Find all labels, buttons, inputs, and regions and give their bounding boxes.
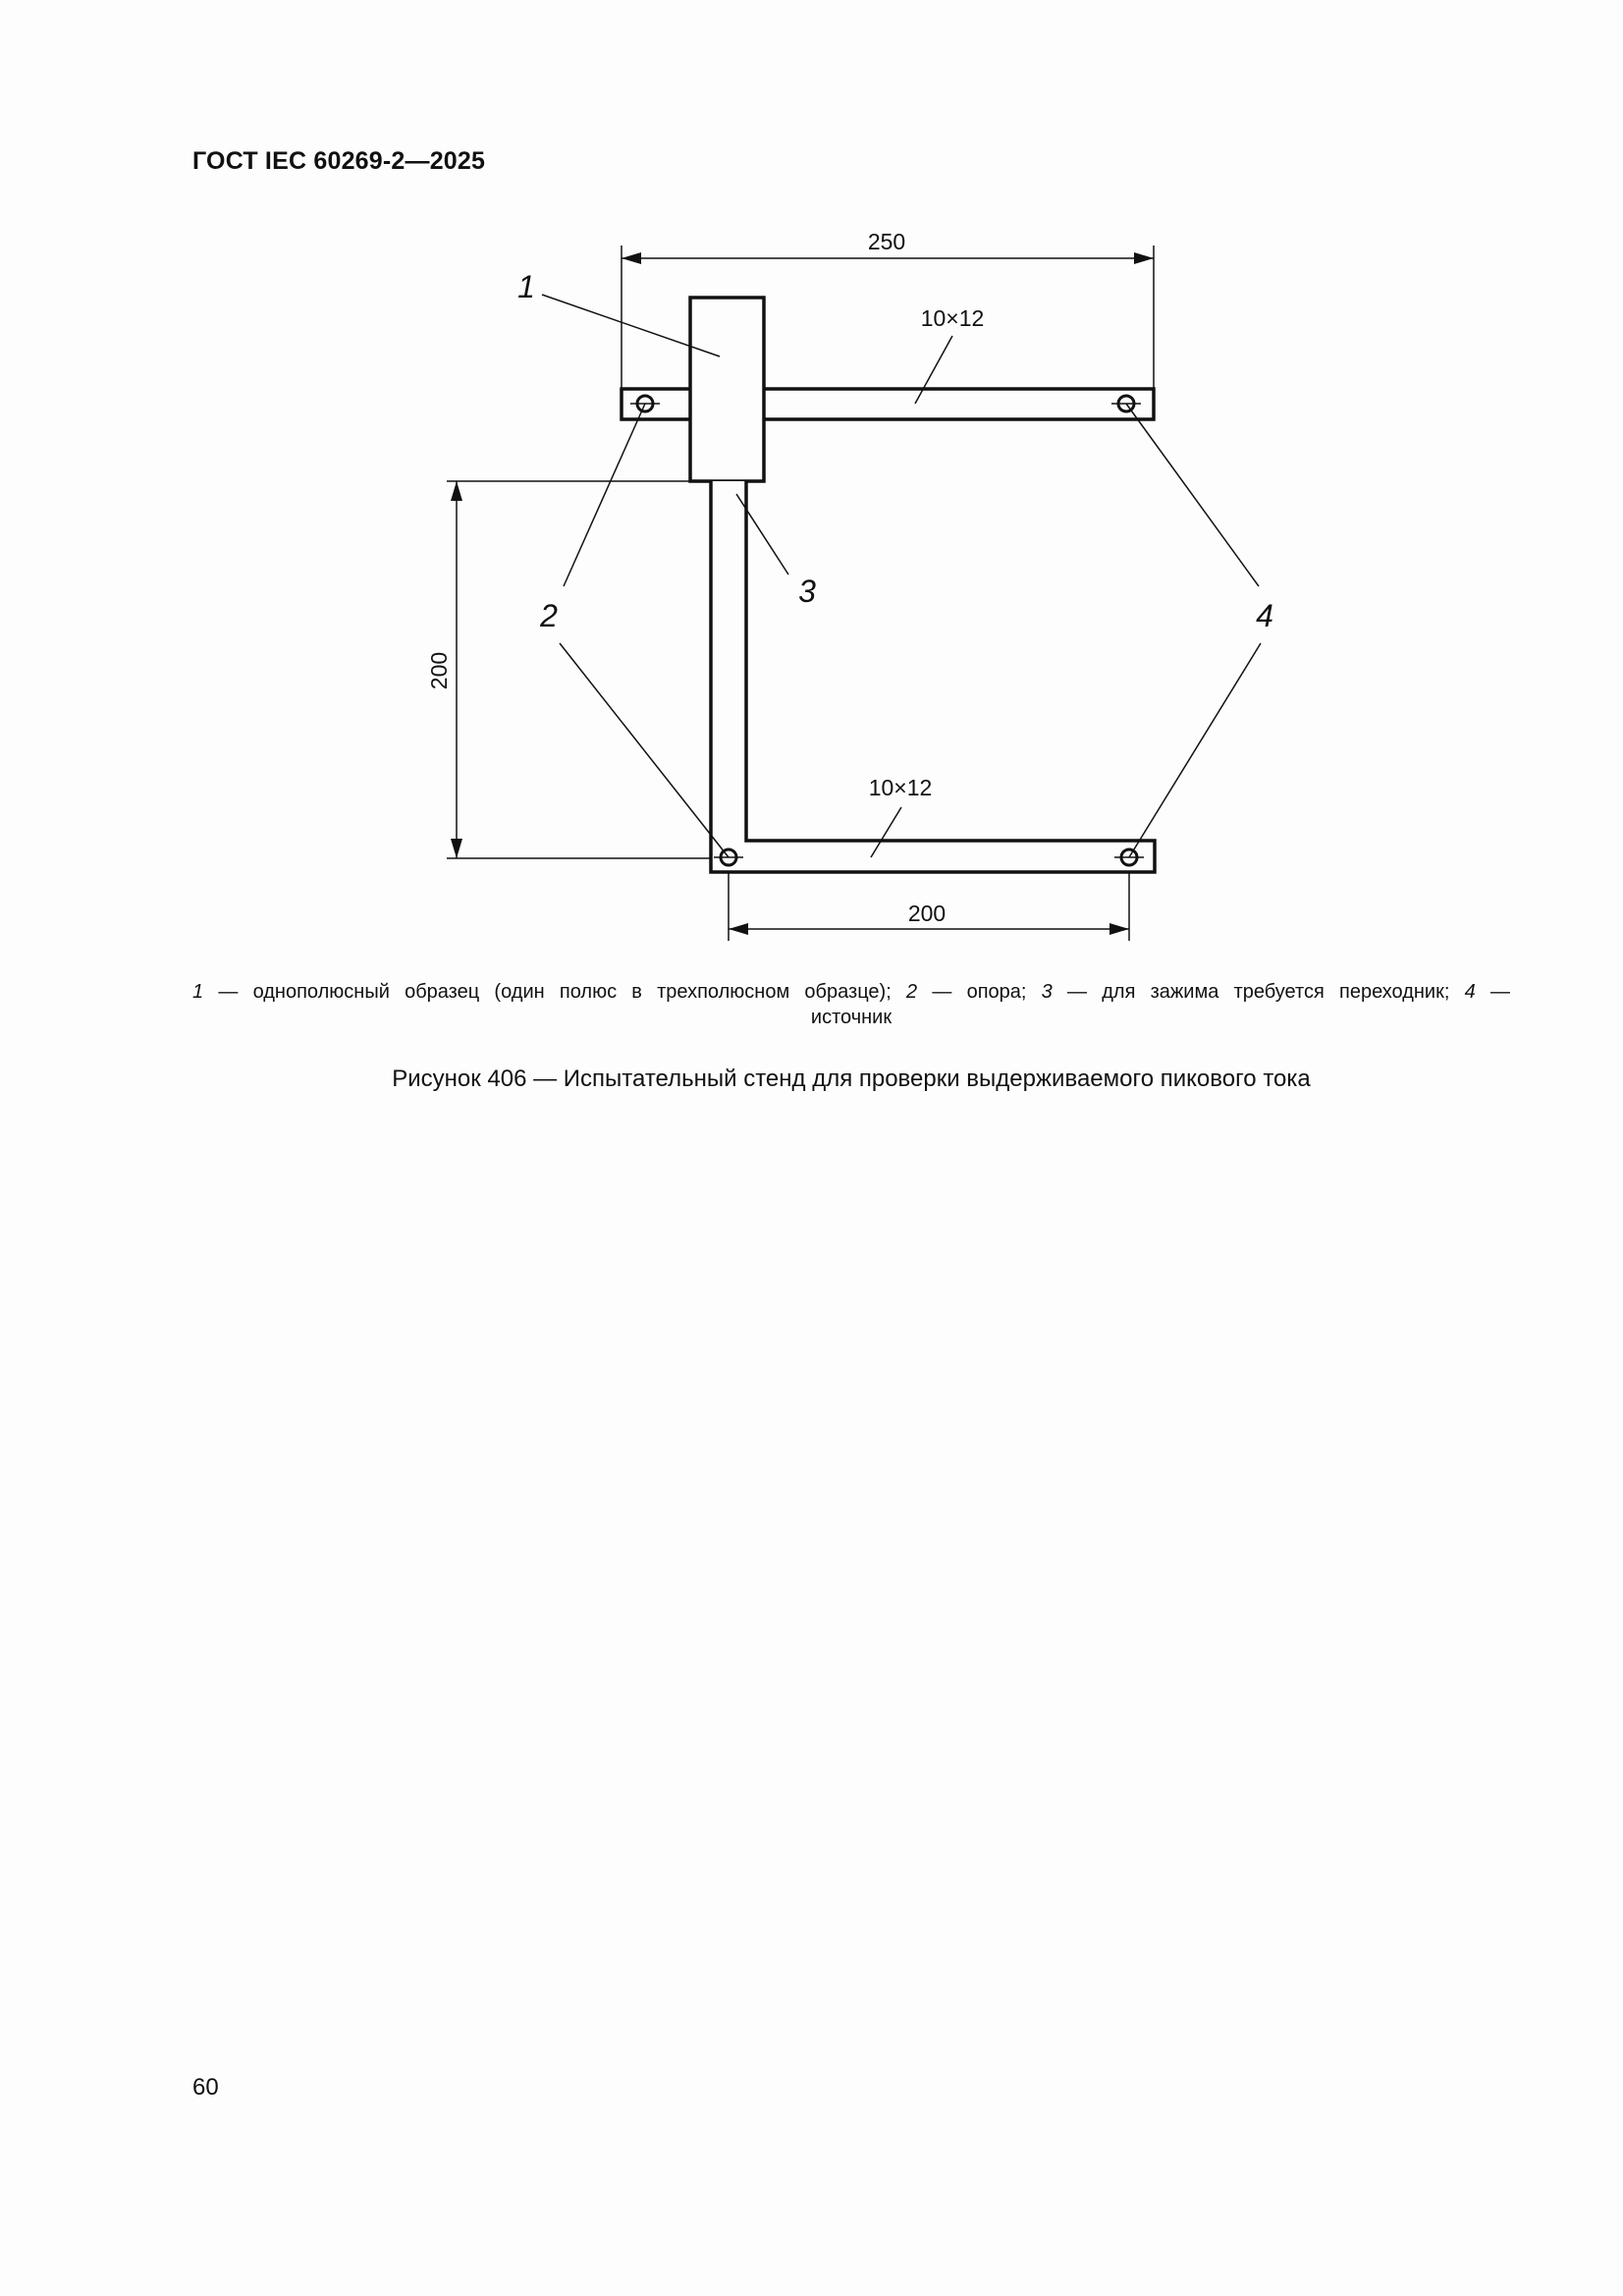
- dimension-label-height-200: 200: [426, 651, 452, 690]
- specimen-block: [690, 298, 764, 481]
- dimension-label-bottom-200: 200: [907, 901, 947, 926]
- leader-4b: [1129, 643, 1261, 857]
- dimension-height-200: [447, 481, 711, 858]
- legend-text-2: — опора;: [917, 981, 1042, 1003]
- callout-1: 1: [517, 269, 535, 304]
- legend-text-4: —: [1475, 981, 1510, 1003]
- legend-num-3: 3: [1041, 981, 1053, 1003]
- callout-4: 4: [1256, 598, 1273, 633]
- section-label-bottom: 10×12: [868, 775, 933, 800]
- callout-3: 3: [798, 574, 816, 609]
- legend-text-3: — для зажима требуется переходник;: [1052, 981, 1465, 1003]
- page-number: 60: [192, 2074, 219, 2101]
- figure-legend: [192, 980, 1510, 1005]
- vertical-bus-bar: [711, 481, 1155, 872]
- legend-num-1: 1: [192, 981, 204, 1003]
- leader-2b: [560, 643, 729, 857]
- leader-2a: [564, 404, 645, 586]
- legend-text-1: — однополюсный образец (один полюс в трехполюсном образце);: [203, 981, 906, 1003]
- leader-4a: [1126, 404, 1259, 586]
- test-stand-figure: [0, 0, 1623, 962]
- legend-num-4: 4: [1464, 981, 1476, 1003]
- dimension-label-250: 250: [867, 229, 906, 254]
- legend-num-2: 2: [906, 981, 918, 1003]
- section-label-top: 10×12: [920, 305, 985, 331]
- figure-legend-line2: источник: [810, 1007, 893, 1028]
- figure-caption: Рисунок 406 — Испытательный стенд для проверки выдерживаемого пикового тока: [392, 1066, 1311, 1092]
- document-header: ГОСТ IEC 60269-2—2025: [192, 147, 486, 175]
- callout-2: 2: [540, 598, 558, 633]
